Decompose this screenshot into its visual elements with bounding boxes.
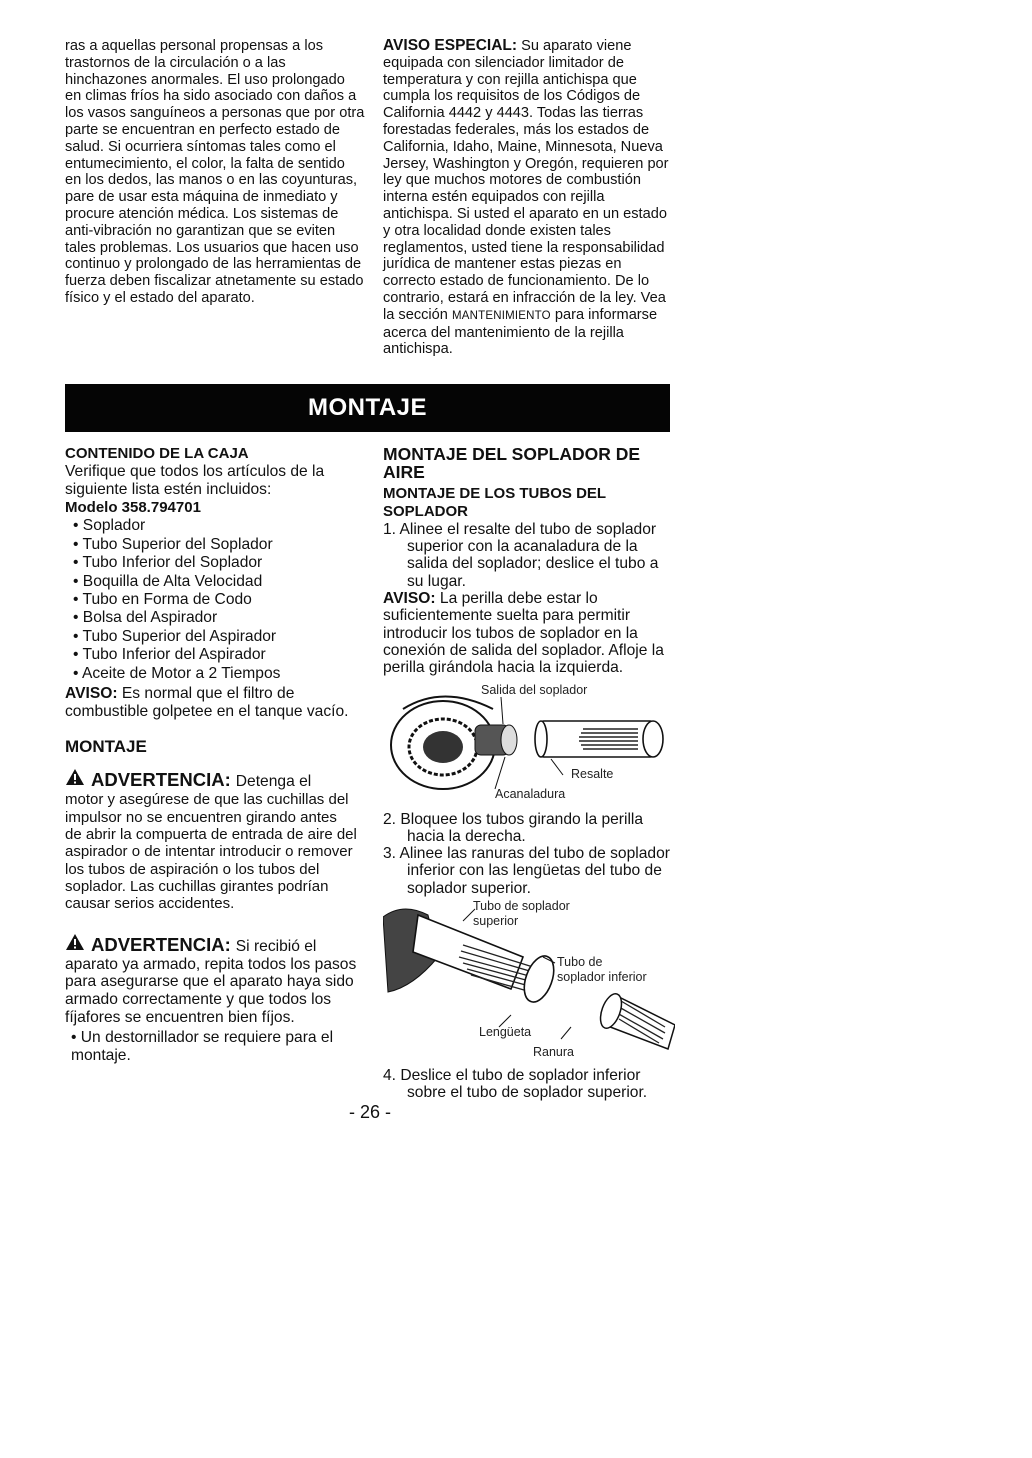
list-item: • Tubo en Forma de Codo xyxy=(65,591,357,609)
warning-1-lead: Detenga el xyxy=(235,773,312,791)
steps-b xyxy=(383,811,675,897)
warning-1-body: motor y asegúrese de que las cuchillas del impulsor no se encuentren girando antes de abrir la compuerta de entrada de aire del aspirador o de intentar introducir o remover los tubos de aspiración o los tubos del soplador. Las cuchillas girantes podrían causar serios accidentes. xyxy=(65,791,357,913)
montaje-banner: MONTAJE xyxy=(65,384,670,432)
special-notice-paragraph xyxy=(383,38,675,358)
list-item: • Tubo Superior del Soplador xyxy=(65,536,357,554)
list-item: • Aceite de Motor a 2 Tiempos xyxy=(65,665,357,683)
vibration-paragraph: ras a aquellas personal propensas a los trastornos de la circulación o a las hinchazones anormales. El uso prolongado en climas fríos ha sido asociado con daños a los vasos sanguíneos a personas que por otra parte se encuentran en perfecto estado de salud. Si ocurriera síntomas tales como el entumecimiento, el color, la falta de sentido en los dedos, las manos o en las coyunturas, pare de usar esta máquina de inmediato y procure atención médica. Los sistemas de anti-vibración no garantizan que se eviten tales problemas. Los usuarios que hacen uso continuo y prolongado de las herramientas de fuerza deben fiscalizar atnetamente su estado físico y el estado del aparato. xyxy=(65,38,365,306)
figure-tube-connection xyxy=(383,897,675,1063)
fuel-filter-note xyxy=(65,685,357,721)
top-left-column xyxy=(65,38,365,307)
warning-icon xyxy=(65,768,85,786)
special-notice-text-1: Su aparato viene equipada con silenciador limitador de temperatura y con rejilla antichispa que cumpla los requisitos de los Códigos de California 4442 y 4443. Todas las tierras forestadas federales, más los estados de California, Idaho, Maine, Minnesota, Nueva Jersey, Washington y Oregón, requieren por ley que muchos motores de combustión interna estén equipados con rejilla antichispa. Si usted el aparato en un estado y otra localidad donde existen tales reglamentos, usted tiene la responsabilidad jurídica de mantener estas piezas en correcto estado de funcionamiento. De lo contrario, estará en infracción de la ley. Vea la sección xyxy=(383,38,669,323)
maintenance-section-name: MANTENIMIENTO xyxy=(451,309,551,322)
contents-intro: Verifique que todos los artículos de la siguiente lista estén incluidos: xyxy=(65,463,325,499)
aviso-label: AVISO: xyxy=(383,589,436,607)
steps-c xyxy=(383,1067,675,1101)
list-item: • Bolsa del Aspirador xyxy=(65,609,357,627)
warning-icon xyxy=(65,933,85,951)
knob-note xyxy=(383,590,675,677)
contents-list xyxy=(65,517,357,683)
tool-note: • Un destornillador se requiere para el montaje. xyxy=(65,1029,357,1066)
bottom-left-column xyxy=(65,445,357,1066)
list-item: • Boquilla de Alta Velocidad xyxy=(65,573,357,591)
special-notice-text-2: para informarse acerca del mantenimiento de la rejilla antichispa. xyxy=(383,306,658,358)
tool-note-list xyxy=(65,1029,357,1066)
label-tab: Lengüeta xyxy=(479,1024,532,1039)
label-ridge: Resalte xyxy=(571,766,614,781)
steps-a xyxy=(383,521,675,590)
top-right-column xyxy=(383,38,675,358)
warning-1 xyxy=(65,768,357,912)
aviso-text: Es normal que el filtro de combustible golpetee en el tanque vacío. xyxy=(65,685,349,721)
list-item: • Tubo Superior del Aspirador xyxy=(65,628,357,646)
model-number: Modelo 358.794701 xyxy=(65,499,201,517)
page-number: - 26 - xyxy=(348,1102,391,1122)
warning-2 xyxy=(65,933,357,1027)
montaje-heading: MONTAJE xyxy=(65,737,147,757)
warning-2-title: ADVERTENCIA: xyxy=(91,933,231,955)
label-blower-outlet: Salida del soplador xyxy=(481,682,588,697)
contents-heading: CONTENIDO DE LA CAJA xyxy=(65,445,249,462)
label-lower-tube-1: Tubo de xyxy=(557,954,603,969)
label-upper-tube-1: Tubo de soplador xyxy=(473,898,570,913)
list-item: • Tubo Inferior del Aspirador xyxy=(65,646,357,664)
bottom-right-column xyxy=(383,445,675,1101)
step-4: 4. Deslice el tubo de soplador inferior sobre el tubo de soplador superior. xyxy=(383,1066,648,1102)
special-notice-label: AVISO ESPECIAL: xyxy=(383,37,518,54)
aviso-label: AVISO: xyxy=(65,685,118,703)
step-1: 1. Alinee el resalte del tubo de soplador superior con la acanaladura de la salida del soplador; deslice el tubo a su lugar. xyxy=(383,521,659,590)
label-upper-tube-2: superior xyxy=(473,913,519,928)
aviso-text: La perilla debe estar lo suficientemente suelta para permitir introducir los tubos de soplador en la conexión de salida del soplador. Afloje la perilla girándola hacia la izquierda. xyxy=(383,589,664,677)
tubes-subheading: MONTAJE DE LOS TUBOS DEL SOPLADOR xyxy=(383,485,606,520)
label-slot: Ranura xyxy=(533,1044,574,1059)
label-groove: Acanaladura xyxy=(495,786,566,801)
blower-assembly-heading: MONTAJE DEL SOPLADOR DE AIRE xyxy=(383,444,641,482)
warning-1-title: ADVERTENCIA: xyxy=(91,769,231,791)
list-item: • Tubo Inferior del Soplador xyxy=(65,554,357,572)
figure-outlet-alignment xyxy=(383,679,675,807)
warning-2-lead: Si recibió el xyxy=(235,937,317,955)
list-item: • Soplador xyxy=(65,517,357,535)
warning-2-body: aparato ya armado, repita todos los pasos para asegurarse que el aparato haya sido armado correctamente y que todos los fíjafores se encuentren bien fíjos. xyxy=(65,955,357,1026)
label-lower-tube-2: soplador inferior xyxy=(557,969,647,984)
step-2: 2. Bloquee los tubos girando la perilla hacia la derecha. xyxy=(383,810,644,846)
step-3: 3. Alinee las ranuras del tubo de soplador inferior con las lengüetas del tubo de soplador superior. xyxy=(383,845,670,897)
